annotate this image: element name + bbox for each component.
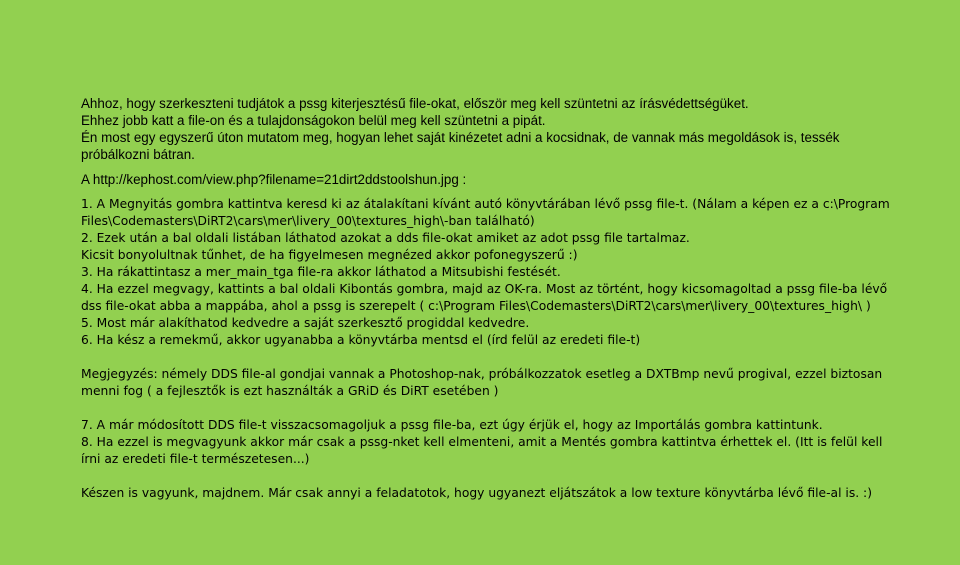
note-paragraph: Megjegyzés: némely DDS file-al gondjai vannak a Photoshop-nak, próbálkozzatok esetleg a DXTBmp nevű progival, ezzel biztosan menni fog ( a fejlesztők is ezt használták a GRiD és DiRT esetében ) — [81, 367, 883, 398]
intro-line-1: Ahhoz, hogy szerkeszteni tudjátok a pssg kiterjesztésű file-okat, először meg kell szüntetni az írásvédettségüket. — [81, 96, 749, 111]
step-5: 5. Most már alakíthatod kedvedre a saját szerkesztő progiddal kedvedre. — [81, 316, 530, 330]
step-3: 3. Ha rákattintasz a mer_main_tga file-ra akkor láthatod a Mitsubishi festését. — [81, 265, 561, 279]
steps-section-2 — [81, 417, 893, 468]
intro-section — [81, 95, 893, 188]
article-body — [81, 95, 893, 502]
intro-line-3: Én most egy egyszerű úton mutatom meg, hogyan lehet saját kinézetet adni a kocsidnak, de vannak más megoldások is, tessék próbálkozni bátran. — [81, 130, 840, 162]
step-2: 2. Ezek után a bal oldali listában láthatod azokat a dds file-okat amiket az adot pssg file tartalmaz. — [81, 231, 690, 245]
step-8: 8. Ha ezzel is megvagyunk akkor már csak a pssg-nket kell elmenteni, amit a Mentés gombra kattintva érhettek el. (Itt is felül kell írni az eredeti file-t természetesen...) — [81, 435, 883, 466]
step-4: 4. Ha ezzel megvagy, kattints a bal oldali Kibontás gombra, majd az OK-ra. Most az történt, hogy kicsomagoltad a pssg file-ba lévő dss file-okat abba a mappába, ahol a pssg is szerepelt ( c:\Program Files\Codemasters\DiRT2\cars\mer\livery_00\textures_high\ ) — [81, 282, 888, 313]
steps-section — [81, 196, 893, 349]
outro-paragraph: Készen is vagyunk, majdnem. Már csak annyi a feladatotok, hogy ugyanezt eljátszátok a low texture könyvtárba lévő file-al is. :) — [81, 486, 872, 500]
step-2-note: Kicsit bonyolultnak tűnhet, de ha figyelmesen megnézed akkor pofonegyszerű :) — [81, 248, 578, 262]
intro-line-2: Ehhez jobb katt a file-on és a tulajdonságokon belül meg kell szüntetni a pipát. — [81, 113, 546, 128]
image-link-text: A http://kephost.com/view.php?filename=21dirt2ddstoolshun.jpg : — [81, 172, 467, 187]
step-7: 7. A már módosított DDS file-t visszacsomagoljuk a pssg file-ba, ezt úgy érjük el, hogy az Importálás gombra kattintunk. — [81, 418, 823, 432]
step-6: 6. Ha kész a remekmű, akkor ugyanabba a könyvtárba mentsd el (írd felül az eredeti file-t) — [81, 333, 641, 347]
step-1: 1. A Megnyitás gombra kattintva keresd ki az átalakítani kívánt autó könyvtárában lévő pssg file-t. (Nálam a képen ez a c:\Program Files\Codemasters\DiRT2\cars\mer\livery_00\textures_high\-ban található) — [81, 197, 890, 228]
